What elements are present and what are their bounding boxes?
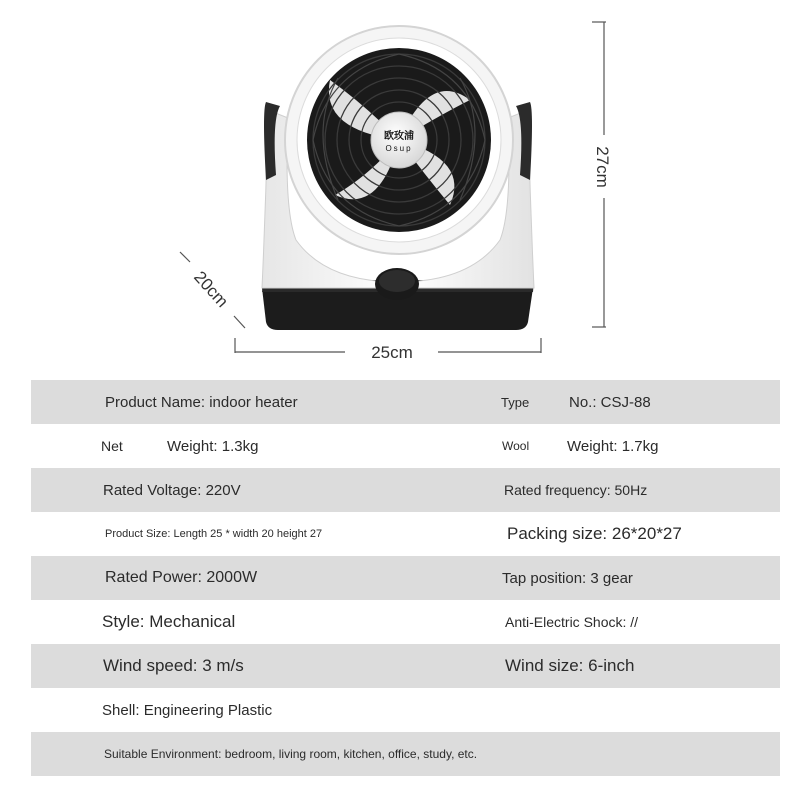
- spec-wind-size: Wind size: 6-inch: [505, 656, 635, 675]
- spec-product-size: Product Size: Length 25 * width 20 height 27: [105, 528, 323, 540]
- spec-gross-weight: Weight: 1.7kg: [567, 437, 659, 455]
- fan-heater: [262, 26, 534, 330]
- spec-row-shell: [31, 688, 780, 732]
- spec-row-voltage: [31, 468, 780, 512]
- spec-wind-speed: Wind speed: 3 m/s: [103, 656, 244, 675]
- spec-row-weight: [31, 424, 780, 468]
- spec-row-style: [31, 600, 780, 644]
- spec-rated-power: Rated Power: 2000W: [105, 569, 258, 586]
- spec-rated-frequency: Rated frequency: 50Hz: [504, 482, 648, 498]
- depth-label: 20cm: [190, 267, 233, 312]
- spec-suitable-environment: Suitable Environment: bedroom, living room, kitchen, office, study, etc.: [104, 747, 478, 761]
- width-label: 25cm: [371, 343, 413, 362]
- height-dimension: [592, 22, 612, 327]
- spec-tap-position: Tap position: 3 gear: [502, 569, 633, 587]
- spec-row-power: [31, 556, 780, 600]
- spec-anti-electric-shock: Anti-Electric Shock: //: [505, 614, 639, 630]
- spec-rated-voltage: Rated Voltage: 220V: [103, 481, 241, 499]
- spec-type-prefix: Type: [501, 394, 530, 410]
- brand-logo: 欧玫浦: [384, 131, 414, 142]
- spec-net-weight: Weight: 1.3kg: [167, 437, 259, 455]
- spec-net-prefix: Net: [101, 438, 123, 454]
- spec-product-name: Product Name: indoor heater: [105, 393, 298, 411]
- product-illustration: [0, 0, 800, 375]
- spec-row-product-name: [31, 380, 780, 424]
- spec-row-size: [31, 512, 780, 556]
- spec-row-wind: [31, 644, 780, 688]
- spec-model-number: No.: CSJ-88: [569, 393, 651, 411]
- spec-table: [31, 380, 780, 776]
- spec-style: Style: Mechanical: [102, 612, 236, 631]
- spec-shell: Shell: Engineering Plastic: [102, 701, 273, 719]
- spec-row-environment: [31, 732, 780, 776]
- width-dimension: [235, 338, 541, 362]
- depth-dimension: [180, 252, 245, 328]
- brand-logo-latin: Osup: [385, 144, 413, 153]
- spec-packing-size: Packing size: 26*20*27: [507, 524, 682, 543]
- spec-wool-prefix: Wool: [502, 439, 530, 453]
- height-label: 27cm: [593, 146, 612, 188]
